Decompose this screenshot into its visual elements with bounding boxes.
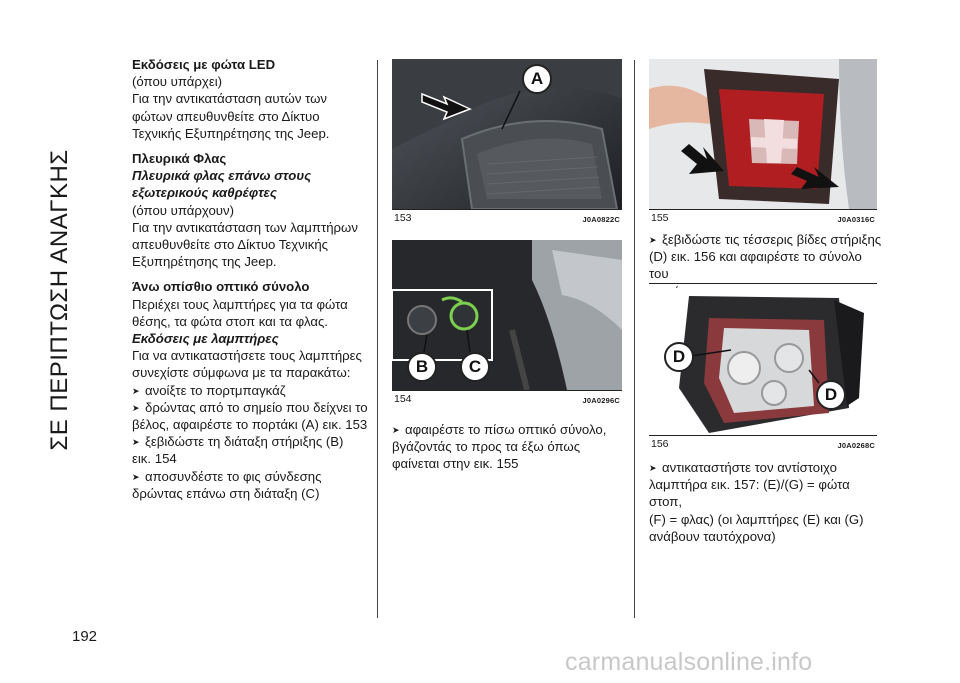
callout-b: B xyxy=(407,352,437,382)
text-line: Τεχνικής Εξυπηρέτησης της Jeep. xyxy=(132,125,330,141)
figure-154 xyxy=(392,240,622,408)
figure-rule xyxy=(649,209,877,210)
step-arrow-icon: ➤ xyxy=(132,402,140,413)
text-line: Περιέχει τους λαμπτήρες για τα φώτα xyxy=(132,296,348,312)
step-arrow-icon: ➤ xyxy=(649,463,657,473)
figure-number: 153 xyxy=(394,212,412,224)
figure-number: 154 xyxy=(394,393,412,405)
step-arrow-icon: ➤ xyxy=(392,425,400,435)
text-column-3-bottom xyxy=(649,459,885,545)
text-line: Για την αντικατάσταση αυτών των xyxy=(132,91,328,107)
text-line: Εξυπηρέτησης της Jeep. xyxy=(132,254,277,270)
trunk-panel-photo xyxy=(392,59,622,209)
text-line: θέσης, τα φώτα στοπ και τα φλας. xyxy=(132,313,329,329)
figure-rule xyxy=(649,283,877,284)
text-line: (F) = φλας) (οι λαμπτήρες (E) και (G) xyxy=(649,511,864,527)
sub-heading: Εκδόσεις με λαμπτήρες xyxy=(132,331,279,347)
section-heading: Εκδόσεις με φώτα LED xyxy=(132,57,276,72)
figure-155 xyxy=(649,59,877,227)
step-item: ➤ ξεβιδώστε τη διάταξη στήριξης (B) xyxy=(132,434,344,450)
figure-code: J0A0268C xyxy=(837,441,875,450)
figure-number: 155 xyxy=(651,212,669,224)
callout-d: D xyxy=(664,342,694,372)
page-number: 192 xyxy=(72,628,98,645)
bulb-holder-photo xyxy=(392,240,622,390)
column-divider xyxy=(634,60,635,618)
rear-lamp-illustration xyxy=(649,59,877,209)
callout-c: C xyxy=(460,352,490,382)
step-arrow-icon: ➤ xyxy=(132,471,140,482)
text-line: συνεχίστε σύμφωνα με τα παρακάτω: xyxy=(132,365,351,381)
text-line: φώτων απευθυνθείτε στο Δίκτυο xyxy=(132,108,320,124)
figure-153 xyxy=(392,59,622,227)
text-line: φαίνεται στην εικ. 155 xyxy=(392,456,519,472)
figure-156 xyxy=(649,283,877,453)
chapter-title: ΣΕ ΠΕΡΙΠΤΩΣΗ ΑΝΑΓΚΗΣ xyxy=(46,149,73,451)
figure-rule xyxy=(392,209,622,210)
step-arrow-icon: ➤ xyxy=(132,385,140,396)
figure-rule xyxy=(649,435,877,436)
text-line: βέλος, αφαιρέστε το πορτάκι (A) εικ. 153 xyxy=(132,417,368,433)
figure-code: J0A0316C xyxy=(837,215,875,224)
column-divider xyxy=(377,60,378,618)
text-column-1 xyxy=(132,56,370,502)
trunk-panel-illustration xyxy=(392,59,622,209)
step-arrow-icon: ➤ xyxy=(649,235,657,245)
step-arrow-icon: ➤ xyxy=(132,437,140,448)
text-line: λαμπτήρα εικ. 157: (E)/(G) = φώτα στοπ, xyxy=(649,477,850,510)
sub-heading: εξωτερικούς καθρέφτες xyxy=(132,185,277,201)
figure-code: J0A0822C xyxy=(582,215,620,224)
text-line: ανάβουν ταυτόχρονα) xyxy=(649,528,776,544)
callout-a: A xyxy=(522,64,552,94)
step-item: ➤ δρώντας από το σημείο που δείχνει το xyxy=(132,399,368,415)
step-item: ➤ αποσυνδέστε το φις σύνδεσης xyxy=(132,468,322,484)
text-line: (D) εικ. 156 και αφαιρέστε το σύνολο του xyxy=(649,249,862,282)
text-line: Για να αντικαταστήσετε τους λαμπτήρες xyxy=(132,348,362,364)
text-line: δρώντας επάνω στη διάταξη (C) xyxy=(132,485,320,501)
rear-lamp-photo xyxy=(649,59,877,209)
callout-d: D xyxy=(816,380,846,410)
step-item: ➤ αντικαταστήστε τον αντίστοιχο xyxy=(649,460,837,475)
bulb-socket-photo xyxy=(649,288,877,436)
figure-number: 156 xyxy=(651,438,669,450)
step-item: ➤ ανοίξτε το πορτμπαγκάζ xyxy=(132,382,286,398)
sub-heading: Πλευρικά φλας επάνω στους xyxy=(132,168,312,184)
text-line: (όπου υπάρχει) xyxy=(132,74,223,90)
text-column-2 xyxy=(392,421,628,473)
watermark: carmanualsonline.info xyxy=(565,648,813,676)
step-item: ➤ ξεβιδώστε τις τέσσερις βίδες στήριξης xyxy=(649,232,882,247)
figure-code: J0A0296C xyxy=(582,396,620,405)
text-line: (όπου υπάρχουν) xyxy=(132,202,235,218)
text-line: Για την αντικατάσταση των λαμπτήρων xyxy=(132,219,358,235)
text-line: βγάζοντάς το προς τα έξω όπως xyxy=(392,439,581,455)
step-item: ➤ αφαιρέστε το πίσω οπτικό σύνολο, xyxy=(392,422,607,437)
section-heading: Άνω οπίσθιο οπτικό σύνολο xyxy=(132,279,310,295)
text-line: εικ. 154 xyxy=(132,451,177,467)
figure-rule xyxy=(392,390,622,391)
section-heading: Πλευρικά Φλας xyxy=(132,151,227,167)
text-line: απευθυνθείτε στο Δίκτυο Τεχνικής xyxy=(132,237,329,253)
